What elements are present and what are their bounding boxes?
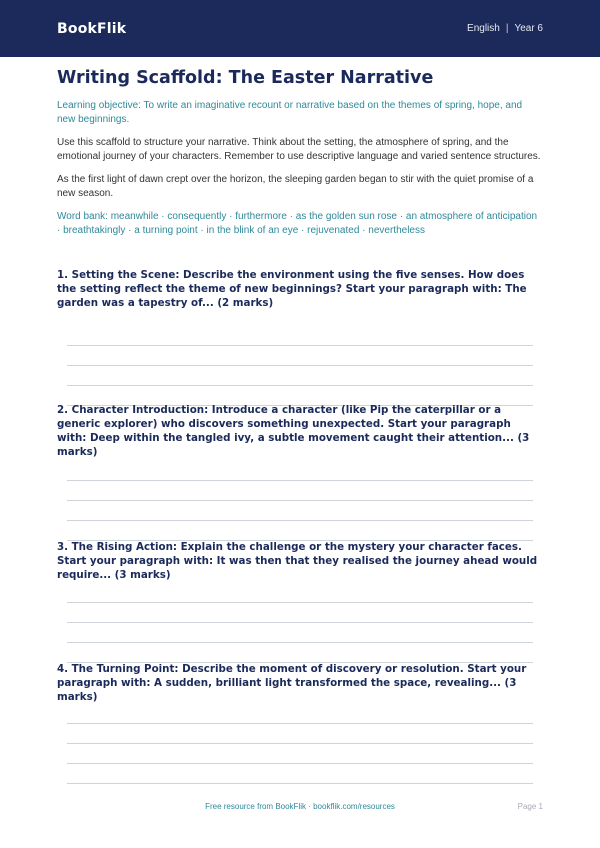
subject-label: English (467, 23, 500, 34)
answer-lines-4[interactable] (67, 723, 533, 803)
answer-line[interactable] (67, 743, 533, 744)
opening-sentence: As the first light of dawn crept over the horizon, the sleeping garden began to stir with the quiet promise of a new season. (57, 174, 534, 199)
answer-line[interactable] (67, 365, 533, 366)
header-meta (467, 23, 543, 34)
answer-line[interactable] (67, 763, 533, 764)
year-label: Year 6 (514, 23, 543, 34)
question-4: 4. The Turning Point: Describe the moment of discovery or resolution. Start your paragraph with: A sudden, brilliant light transformed the space, revealing... (3 marks) (57, 663, 527, 703)
question-3: 3. The Rising Action: Explain the challenge or the mystery your character faces. Start your paragraph with: It was then that they realised the journey ahead would require... (3 marks) (57, 541, 538, 581)
answer-line[interactable] (67, 622, 533, 623)
answer-line[interactable] (67, 480, 533, 481)
worksheet-body (57, 57, 543, 238)
footer-resource: Free resource from BookFlik · bookflik.com/resources (205, 802, 395, 811)
word-bank: Word bank: meanwhile · consequently · furthermore · as the golden sun rose · an atmosphere of anticipation · breathtakingly · a turning point · in the blink of an eye · rejuvenated · nevertheless (57, 211, 538, 236)
brand-logo: BookFlik (57, 20, 127, 37)
page-footer (0, 800, 600, 814)
question-1: 1. Setting the Scene: Describe the environment using the five senses. How does the setting reflect the theme of new beginnings? Start your paragraph with: The garden was a tapestry of... (2 marks) (57, 269, 527, 309)
answer-line[interactable] (67, 602, 533, 603)
answer-line[interactable] (67, 385, 533, 386)
page-header (0, 0, 600, 57)
answer-line[interactable] (67, 345, 533, 346)
page-number: Page 1 (517, 802, 543, 811)
meta-separator: | (505, 23, 509, 34)
answer-line[interactable] (67, 500, 533, 501)
answer-line[interactable] (67, 783, 533, 784)
answer-line[interactable] (67, 723, 533, 724)
question-2: 2. Character Introduction: Introduce a character (like Pip the caterpillar or a generic explorer) who discovers something unexpected. Start your paragraph with: Deep within the tangled ivy, a subtle movement caught their attention... (3 marks) (57, 404, 530, 458)
page-title: Writing Scaffold: The Easter Narrative (57, 68, 434, 88)
instructions-text: Use this scaffold to structure your narrative. Think about the setting, the atmosphere of spring, and the emotional journey of your characters. Remember to use descriptive language and varied sentence structures. (57, 137, 541, 162)
answer-line[interactable] (67, 520, 533, 521)
answer-line[interactable] (67, 642, 533, 643)
learning-objective: Learning objective: To write an imaginative recount or narrative based on the themes of spring, hope, and new beginnings. (57, 100, 523, 125)
